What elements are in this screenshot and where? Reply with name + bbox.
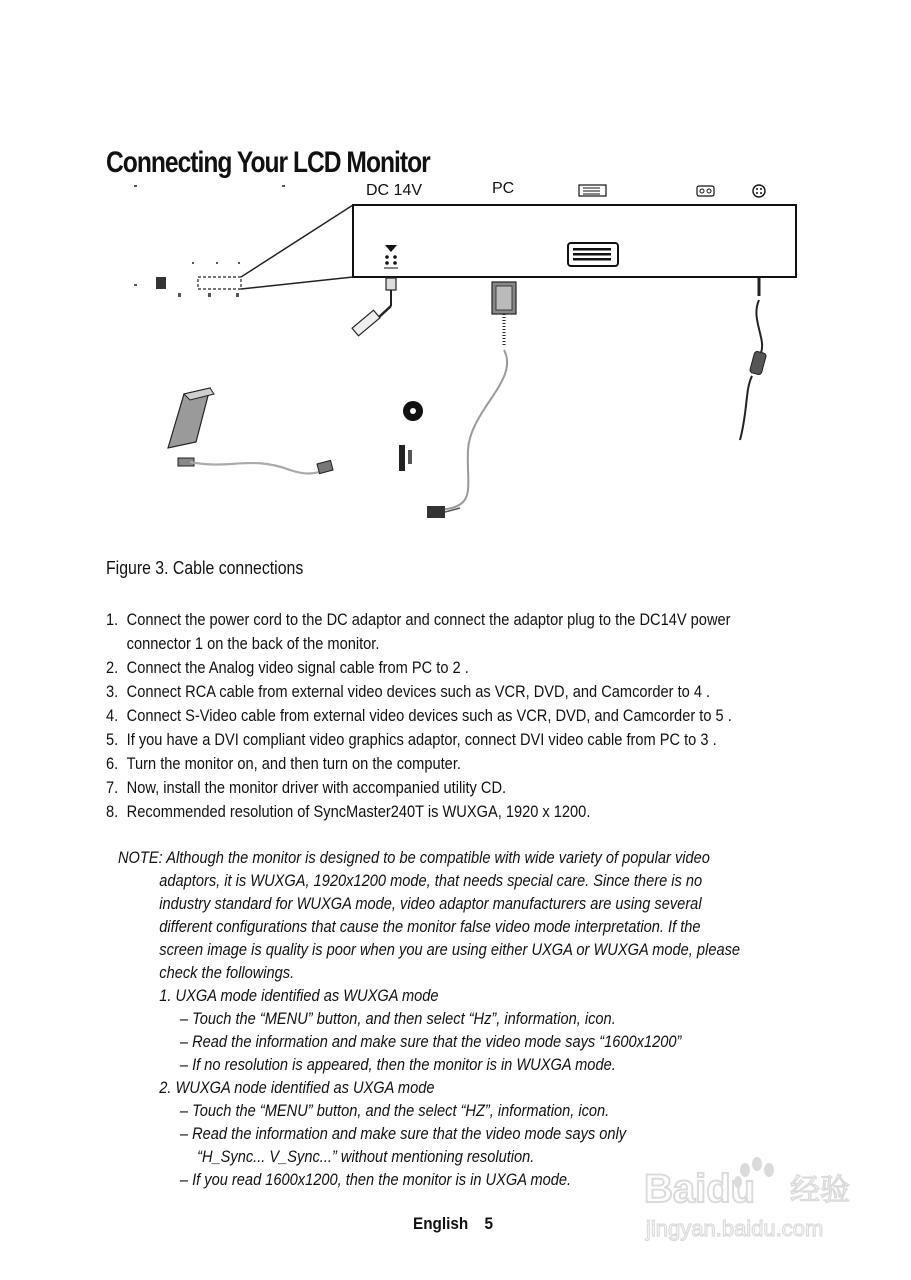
connection-diagram xyxy=(0,0,911,560)
figure-caption: Figure 3. Cable connections xyxy=(106,558,304,578)
watermark-suffix: 经验 xyxy=(790,1173,850,1208)
note-subitem: – Touch the “MENU” button, and then select “Hz”, information, icon. xyxy=(179,1009,616,1028)
note-subitem: “H_Sync... V_Sync...” without mentioning resolution. xyxy=(197,1147,535,1166)
step-number: 4. xyxy=(106,706,119,725)
dc-14v-label: DC 14V xyxy=(366,182,423,199)
list-item xyxy=(106,704,849,728)
baidu-watermark xyxy=(640,1140,870,1250)
s-video-icon xyxy=(753,185,765,197)
list-item xyxy=(106,728,849,752)
zoom-region xyxy=(198,277,241,289)
step-text: Connect RCA cable from external video devices such as VCR, DVD, and Camcorder to 4 . xyxy=(126,682,711,701)
watermark-brand: Baidu xyxy=(644,1167,756,1211)
monitor-back-thumbnail xyxy=(134,185,285,297)
page-title: Connecting Your LCD Monitor xyxy=(106,146,430,180)
list-item xyxy=(106,656,849,680)
step-number: 6. xyxy=(106,754,119,773)
dc-power-plug xyxy=(352,278,396,336)
step-text: Connect the power cord to the DC adaptor and connect the adaptor plug to the DC14V power xyxy=(126,610,731,629)
dvi-label-icon xyxy=(579,185,606,196)
note-line: different configurations that cause the monitor false video mode interpretation. If the xyxy=(159,917,701,936)
pc-video-connector xyxy=(430,282,516,510)
note-subitem: – If you read 1600x1200, then the monitor is in UXGA mode. xyxy=(179,1170,572,1189)
note-subitem: – Read the information and make sure that the video mode says only xyxy=(179,1124,627,1143)
note-item-title: 1. UXGA mode identified as WUXGA mode xyxy=(159,986,439,1005)
note-line: screen image is quality is poor when you are using either UXGA or WUXGA mode, please xyxy=(159,940,741,959)
s-video-cable xyxy=(740,278,767,440)
note-line: NOTE: Although the monitor is designed to be compatible with wide variety of popular video xyxy=(118,848,710,867)
step-text: Recommended resolution of SyncMaster240T is WUXGA, 1920 x 1200. xyxy=(126,802,591,821)
footer-language: English xyxy=(413,1214,469,1233)
rca-video-icon xyxy=(697,186,714,196)
list-item xyxy=(106,800,849,824)
list-item xyxy=(106,680,849,704)
cable-connection-figure xyxy=(0,0,911,560)
step-text: Turn the monitor on, and then turn on the computer. xyxy=(126,754,461,773)
utility-cd xyxy=(399,401,460,518)
page-footer xyxy=(413,1214,493,1234)
note-subitem: – If no resolution is appeared, then the monitor is in WUXGA mode. xyxy=(179,1055,616,1074)
step-text: Connect the Analog video signal cable from PC to 2 . xyxy=(126,658,469,677)
list-item xyxy=(106,776,849,800)
pc-label: PC xyxy=(492,180,515,197)
page-number: 5 xyxy=(484,1214,493,1233)
step-text: Connect S-Video cable from external video devices such as VCR, DVD, and Camcorder to 5 . xyxy=(126,706,732,725)
note-line: check the followings. xyxy=(159,963,295,982)
note-line: industry standard for WUXGA mode, video adaptor manufacturers are using several xyxy=(159,894,702,913)
step-number: 3. xyxy=(106,682,119,701)
watermark-url: jingyan.baidu.com xyxy=(646,1216,824,1241)
note-line: adaptors, it is WUXGA, 1920x1200 mode, that needs special care. Since there is no xyxy=(159,871,703,890)
step-text: Now, install the monitor driver with accompanied utility CD. xyxy=(126,778,507,797)
step-number: 2. xyxy=(106,658,119,677)
list-item xyxy=(106,608,849,656)
step-number: 5. xyxy=(106,730,119,749)
dvi-port-icon xyxy=(568,243,618,266)
instruction-list xyxy=(106,608,826,824)
note-subitem: – Touch the “MENU” button, and the select “HZ”, information, icon. xyxy=(179,1101,610,1120)
step-text-continued: connector 1 on the back of the monitor. xyxy=(126,634,380,653)
step-text: If you have a DVI compliant video graphics adaptor, connect DVI video cable from PC to 3 . xyxy=(126,730,717,749)
step-number: 1. xyxy=(106,610,119,629)
power-adapter xyxy=(168,388,333,474)
step-number: 7. xyxy=(106,778,119,797)
note-item-title: 2. WUXGA node identified as UXGA mode xyxy=(159,1078,435,1097)
step-number: 8. xyxy=(106,802,119,821)
list-item xyxy=(106,752,849,776)
note-subitem: – Read the information and make sure that the video mode says “1600x1200” xyxy=(179,1032,682,1051)
